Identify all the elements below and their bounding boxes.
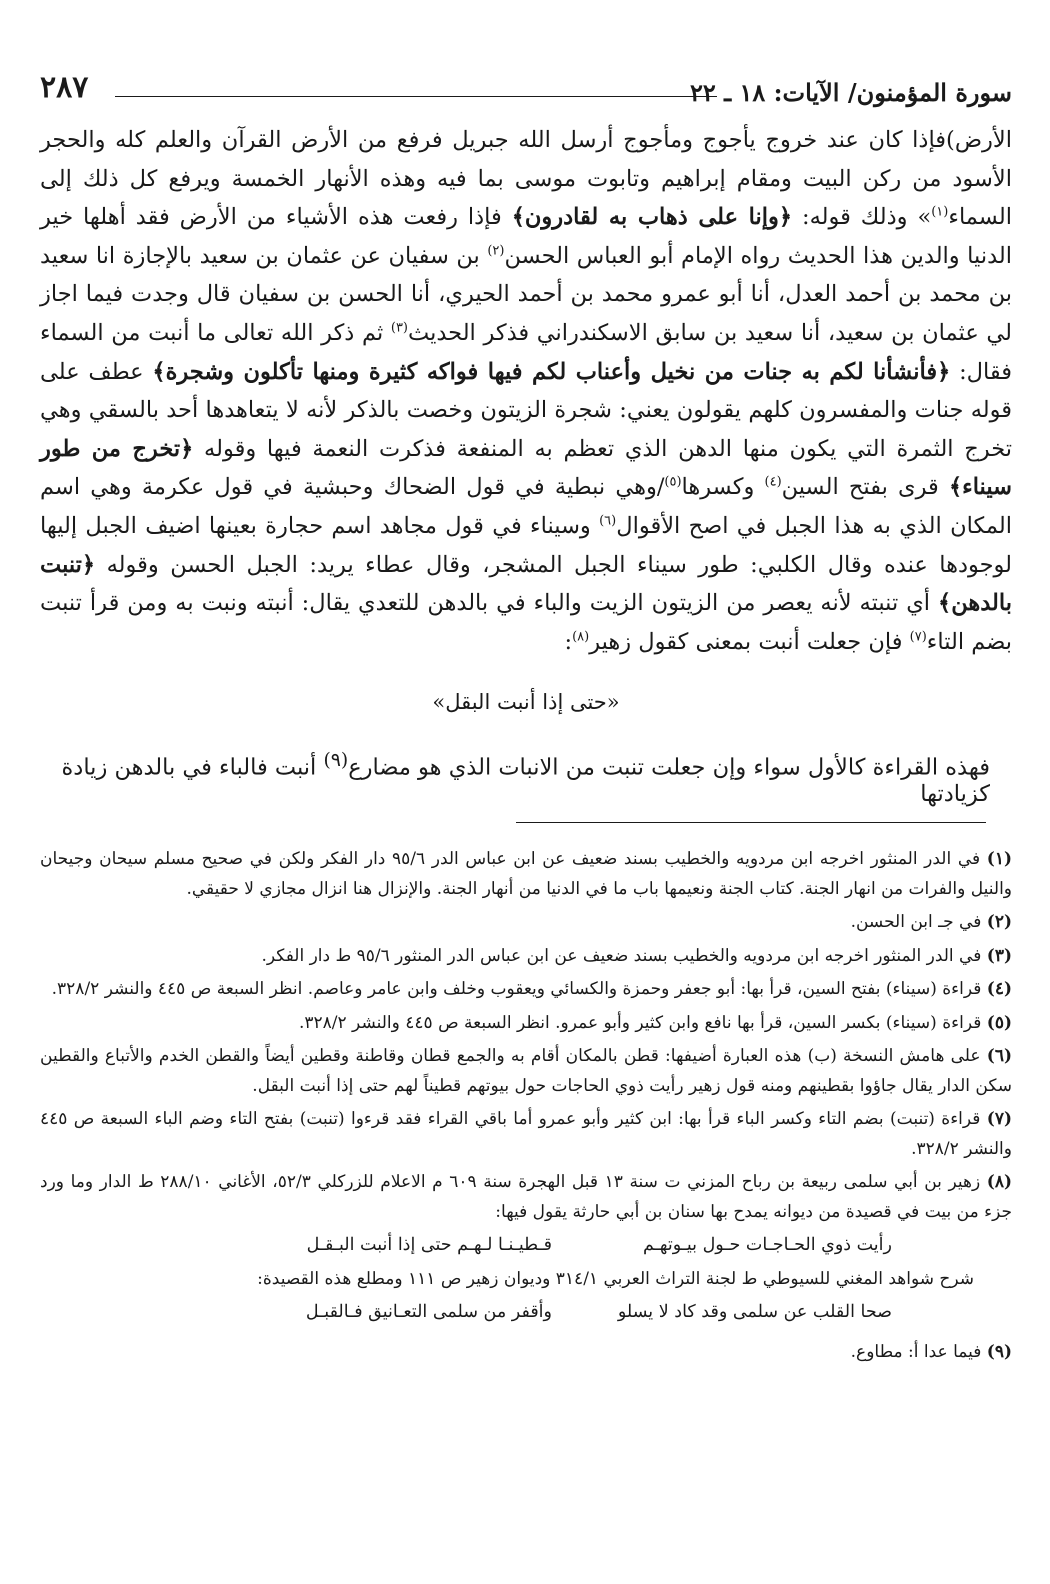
poetry-quote: «حتى إذا أنبت البقل» <box>432 690 620 714</box>
footnote-ref: (٤) <box>764 474 782 490</box>
footnote <box>40 845 1012 904</box>
page-header <box>40 70 1012 110</box>
footnote-text: قراءة (تنبت) بضم التاء وكسر الباء قرأ بها: ابن كثير وأبو عمرو أما باقي القراء فقد قرءوا (تنبت) بفتح التاء وضم الباء السبعة ص ٤٤٥ والنشر ٣٢٨/٢. <box>40 1109 1012 1159</box>
footnote-ref: (٩) <box>323 750 349 771</box>
footnote-ref: (٣) <box>390 320 408 336</box>
footnote <box>40 1042 1012 1101</box>
footnote-number: (٨) <box>986 1172 1013 1192</box>
footnotes <box>40 845 1012 1371</box>
footnote <box>40 1105 1012 1164</box>
footnote-continuation <box>40 1265 1012 1295</box>
footnote-ref: (٦) <box>599 513 617 529</box>
footnote-text: شرح شواهد المغني للسيوطي ط لجنة التراث العربي ٣١٤/١ وديوان زهير ص ١١١ ومطلع هذه القصيدة: <box>257 1268 974 1289</box>
text-segment: وكسرها <box>681 474 765 501</box>
footnote-text: قراءة (سيناء) بكسر السين، قرأ بها نافع وابن كثير وأبو عمرو. انظر السبعة ص ٤٤٥ والنشر ٣٢٨/٢. <box>298 1012 982 1033</box>
hemistich: وأقفر من سلمى التعـانيق فـالقبـل <box>305 1302 552 1322</box>
footnote-number: (٣) <box>986 945 1012 966</box>
footnote-ref: (١) <box>931 204 949 220</box>
text-segment: الأرض)فإذا كان عند خروج يأجوج ومأجوج أرسل الله جبريل فرفع من الأرض القرآن والعلم كله والحجر الأسود من ركن البيت ومقام إبراهيم وتابوت موسى بما فيه وهذه الأنهار الخمسة ويرفع كل ذلك إلى السماء <box>40 127 1012 231</box>
main-paragraph <box>40 121 1012 661</box>
footnote-text: على هامش النسخة (ب) هذه العبارة أضيفها: قطن بالمكان أقام به والجمع قطان وقاطنة وقطين أيضاً والقطن الخدم والأتباع والقطين سكن الدار يقال جاؤوا بقطينهم ومنه قول زهير رأيت ذوي الحاجات حول بيوتهم قطيناً لهم حتى إذا أنبت البقل. <box>40 1046 1012 1096</box>
text-segment: فهذه القراءة كالأول سواء وإن جعلت تنبت من الانبات الذي هو مضارع <box>348 754 990 781</box>
footnote-text: فيما عدا أ: مطاوع. <box>850 1341 982 1362</box>
main-paragraph-2 <box>40 750 990 807</box>
footnote <box>40 1009 1012 1039</box>
quran-quote: ﴿تخرج من طور سيناء﴾ <box>40 435 1012 501</box>
text-segment: عطف على قوله جنات والمفسرون كلهم يقولون يعني: شجرة الزيتون وخصت بالذكر لأنه لا يتعاهدها أحد بالسقي وهي تخرج الثمرة التي يكون منها الدهن الذي تعظم به المنفعة فذكرت النعمة فيها وقوله <box>40 358 1012 462</box>
footnote-ref: (٢) <box>487 243 505 259</box>
quran-quote: ﴿وإنا على ذهاب به لقادرون﴾ <box>511 204 793 231</box>
footnote-text: في الدر المنثور اخرجه ابن مردويه والخطيب بسند ضعيف عن ابن عباس الدر ٩٥/٦ دار الفكر ولكن في صحيح مسلم سيحان وجيحان والنيل والفرات من انهار الجنة. كتاب الجنة ونعيمها باب ما في الدنيا من أنهار الجنة. والإنزال هنا انزال مجازي لا حقيقي. <box>40 849 1012 899</box>
footnote-number: (٤) <box>986 979 1012 999</box>
text-segment: » وذلك قوله: <box>792 204 932 231</box>
text-segment: قرى بفتح السين <box>781 474 949 501</box>
text-segment: أي تنبته لأنه يعصر من الزيتون الزيت والباء في بالدهن للتعدي يقال: أنبته ونبت به ومن قرأ تنبت بضم التاء <box>40 590 1012 655</box>
footnote <box>40 1168 1012 1227</box>
footnote-text: قراءة (سيناء) بفتح السين، قرأ بها: أبو جعفر وحمزة والكسائي ويعقوب وخلف وابن عامر وعاصم. انظر السبعة ص ٤٤٥ والنشر ٣٢٨/٢. <box>51 979 982 999</box>
footnote <box>40 975 1012 1005</box>
footnote-ref: (٨) <box>572 629 590 645</box>
header-rule <box>115 96 717 97</box>
footnote-ref: (٧) <box>909 629 927 645</box>
footnote-number: (٢) <box>986 912 1012 932</box>
footnote-number: (٥) <box>986 1012 1012 1033</box>
footnote <box>40 1338 1012 1368</box>
main-text <box>40 121 1012 661</box>
footnote-separator <box>516 822 986 823</box>
poem-verse <box>40 1231 1012 1261</box>
text-segment: : <box>564 628 573 655</box>
quran-quote: ﴿تنبت بالدهن﴾ <box>40 551 1012 617</box>
text-segment: ثم ذكر الله تعالى ما أنبت من السماء فقال: <box>40 319 1013 385</box>
hemistich: قـطيـنـا لـهـم حتى إذا أنبت البـقـل <box>306 1235 552 1255</box>
footnote-text: زهير بن أبي سلمى ربيعة بن رباح المزني ت سنة ١٣ قبل الهجرة سنة ٦٠٩ م الاعلام للزركلي ٥٢/٣، الأغاني ٢٨٨/١٠ ط الدار وما ورد جزء من بيت في قصيدة من ديوانه يمدح بها سنان بن أبي حارثة يقول فيها: <box>40 1172 1012 1222</box>
page-number: ٢٨٧ <box>40 70 89 105</box>
poem-verse <box>40 1298 1012 1328</box>
footnote-text: في الدر المنثور اخرجه ابن مردويه والخطيب بسند ضعيف عن ابن عباس الدر المنثور ٩٥/٦ ط دار الفكر. <box>261 945 982 966</box>
text-segment: وسيناء في قول مجاهد اسم حجارة بعينها اضيف الجبل إليها لوجودها عنده وقال الكلبي: طور سيناء الجبل المشجر، وقال عطاء يريد: الجبل الحسن وقوله <box>40 512 1012 578</box>
quran-quote: ﴿فأنشأنا لكم به جنات من نخيل وأعناب لكم فيها فواكه كثيرة ومنها تأكلون وشجرة﴾ <box>152 358 951 385</box>
text-segment: /وهي نبطية في قول الضحاك وحبشية في قول عكرمة وهي اسم المكان الذي به هذا الجبل في اصح الأقوال <box>40 474 1012 539</box>
footnote-text: في جـ ابن الحسن. <box>850 912 982 932</box>
hemistich: رأيت ذوي الحـاجـات حـول بيـوتهـم <box>643 1235 892 1255</box>
footnote-ref: (٥) <box>664 474 682 490</box>
surah-title: سورة المؤمنون/ الآيات: ١٨ ـ ٢٢ <box>690 78 1012 107</box>
footnote-number: (١) <box>986 849 1012 869</box>
footnote-number: (٩) <box>986 1341 1012 1362</box>
footnote-number: (٧) <box>986 1109 1013 1129</box>
text-segment: أنبت فالباء في بالدهن زيادة كزيادتها <box>61 754 990 807</box>
text-segment: فإذا رفعت هذه الأشياء من الأرض فقد أهلها خير الدنيا والدين هذا الحديث رواه الإمام أبو العباس الحسن <box>40 204 1013 269</box>
hemistich: صحا القلب عن سلمى وقد كاد لا يسلو <box>617 1302 892 1322</box>
footnote <box>40 942 1012 972</box>
footnote-number: (٦) <box>986 1046 1012 1066</box>
text-segment: فإن جعلت أنبت بمعنى كقول زهير <box>589 628 910 655</box>
footnote <box>40 908 1012 938</box>
text-segment: بن سفيان عن عثمان بن سعيد بالإجازة انا سعيد بن محمد بن أحمد العدل، أنا أبو عمرو محمد بن أحمد الحيري، أنا الحسن بن سفيان قال وجدت فيما اجاز لي عثمان بن سعيد، أنا سعيد بن سابق الاسكندراني فذكر الحديث <box>40 242 1013 346</box>
